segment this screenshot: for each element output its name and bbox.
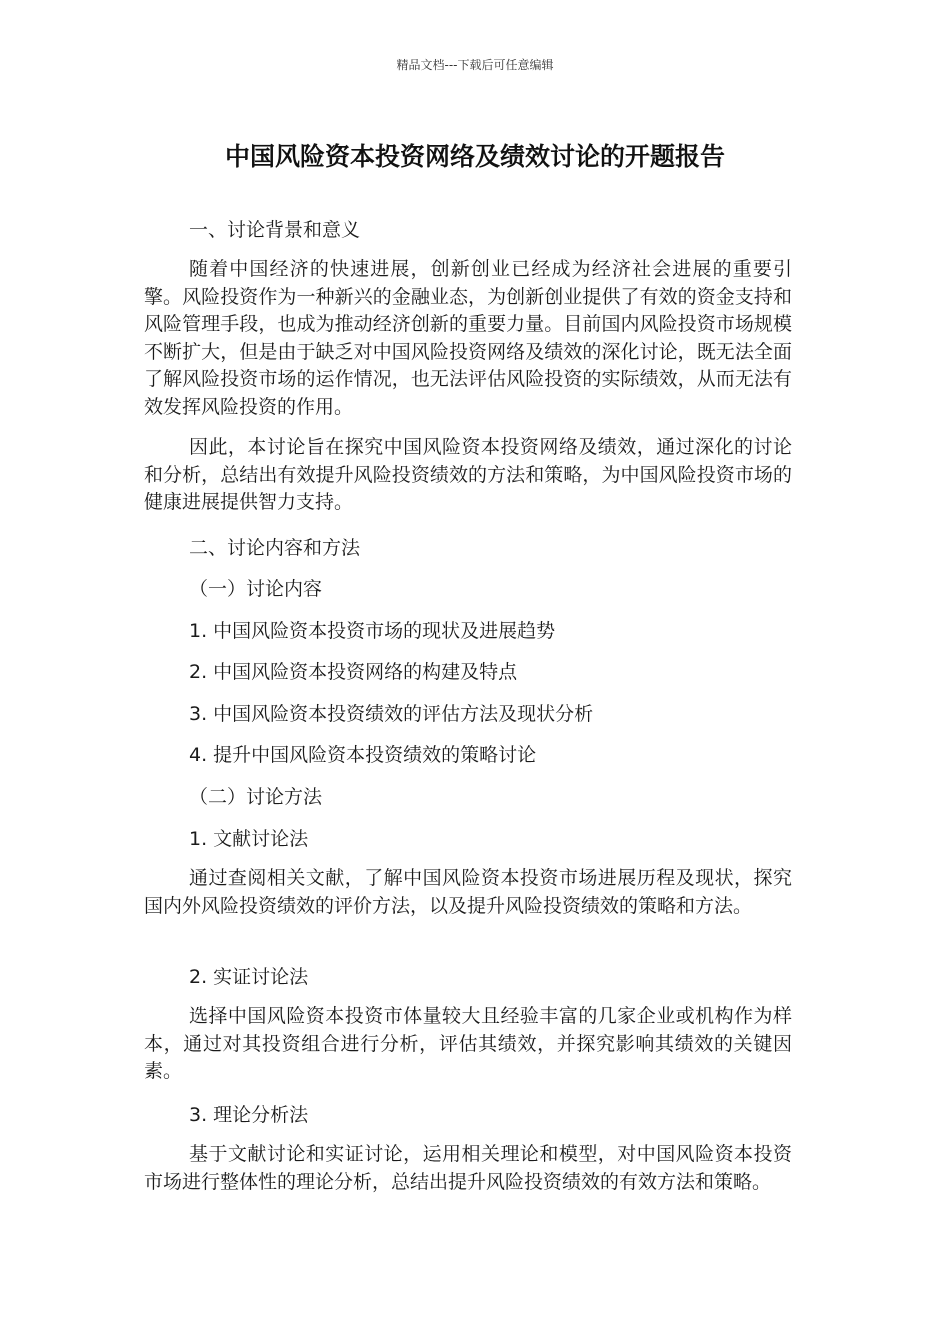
method-paragraph: 选择中国风险资本投资市体量较大且经验丰富的几家企业或机构作为样本，通过对其投资组合进行分析，评估其绩效，并探究影响其绩效的关键因素。: [144, 1005, 792, 1082]
list-item: 2. 中国风险资本投资网络的构建及特点: [189, 661, 518, 683]
method-paragraph: 基于文献讨论和实证讨论，运用相关理论和模型，对中国风险资本投资市场进行整体性的理论分析，总结出提升风险投资绩效的有效方法和策略。: [144, 1143, 792, 1193]
section-heading-background: 一、讨论背景和意义: [189, 219, 361, 241]
method-title: 1. 文献讨论法: [189, 828, 309, 850]
section-heading-content-methods: 二、讨论内容和方法: [189, 537, 361, 559]
list-item: 3. 中国风险资本投资绩效的评估方法及现状分析: [189, 703, 594, 725]
subsection-heading-content: （一）讨论内容: [189, 578, 323, 600]
method-paragraph: 通过查阅相关文献，了解中国风险资本投资市场进展历程及现状，探究国内外风险投资绩效的评价方法，以及提升风险投资绩效的策略和方法。: [144, 867, 792, 917]
document-title: 中国风险资本投资网络及绩效讨论的开题报告: [224, 142, 725, 171]
subsection-heading-methods: （二）讨论方法: [189, 786, 323, 808]
paragraph-background: 随着中国经济的快速进展，创新创业已经成为经济社会进展的重要引擎。风险投资作为一种新兴的金融业态，为创新创业提供了有效的资金支持和风险管理手段，也成为推动经济创新的重要力量。目前国内风险投资市场规模不断扩大，但是由于缺乏对中国风险投资网络及绩效的深化讨论，既无法全面了解风险投资市场的运作情况，也无法评估风险投资的实际绩效，从而无法有效发挥风险投资的作用。: [144, 258, 792, 418]
paragraph-purpose: 因此，本讨论旨在探究中国风险资本投资网络及绩效，通过深化的讨论和分析，总结出有效提升风险投资绩效的方法和策略，为中国风险投资市场的健康进展提供智力支持。: [144, 436, 792, 513]
method-title: 2. 实证讨论法: [189, 966, 309, 988]
method-title: 3. 理论分析法: [189, 1104, 309, 1126]
list-item: 4. 提升中国风险资本投资绩效的策略讨论: [189, 744, 537, 766]
header-note: 精品文档---下载后可任意编辑: [396, 58, 554, 72]
list-item: 1. 中国风险资本投资市场的现状及进展趋势: [189, 620, 556, 642]
